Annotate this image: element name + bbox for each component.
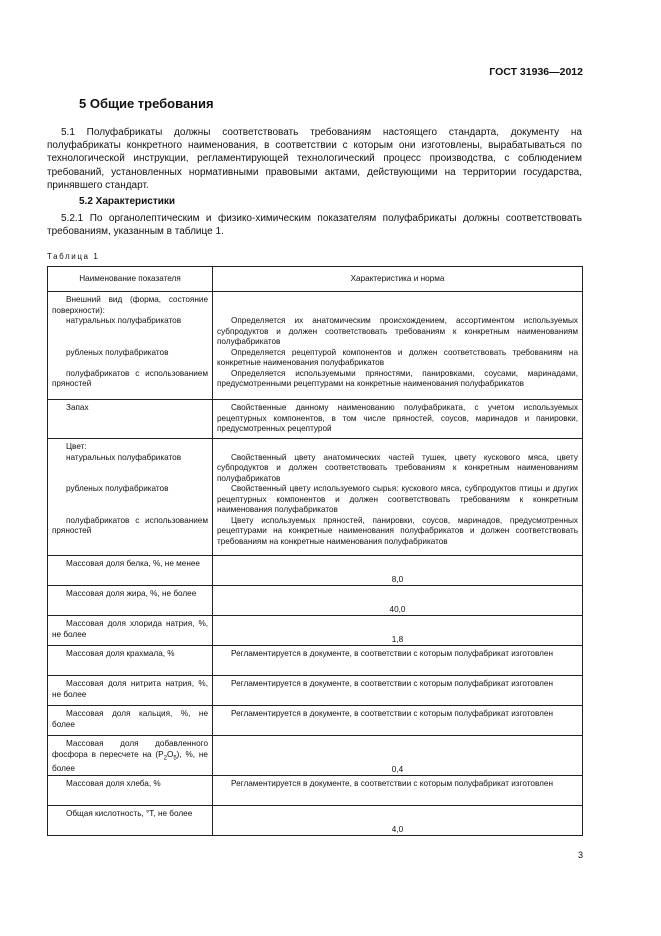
protein-value: 8,0 <box>391 574 404 584</box>
appearance-spices: полуфабрикатов с использованием пряностей <box>52 368 208 388</box>
column-header-indicator: Наименование показателя <box>48 267 213 292</box>
salt-value: 1,8 <box>391 634 404 644</box>
table-caption: Таблица 1 <box>47 252 100 261</box>
paragraph-5-1: 5.1 Полуфабрикаты должны соответствовать требованиям настоящего стандарта, документу на полуфабрикаты конкретного наименования, в соответствии с которым они изготовлены, вырабатываться по технологической инструкции, регламентирующей технологический процесс производства, с соблюдением требований, установленных нормативными правовыми актами, действующими на территории государства, принявшего стандарт. <box>47 127 582 191</box>
starch-label: Массовая доля крахмала, % <box>66 649 175 658</box>
acidity-value: 4,0 <box>391 824 404 834</box>
color-minced: рубленых полуфабрикатов <box>66 484 169 493</box>
color-spices: полуфабрикатов с использованием пряностей <box>52 515 208 535</box>
table-row-smell <box>48 400 583 439</box>
page-number: 3 <box>577 850 583 860</box>
salt-label: Массовая доля хлорида натрия, %, не более <box>52 619 208 639</box>
color-natural: натуральных полуфабрикатов <box>66 452 182 462</box>
table-row-salt <box>48 616 583 646</box>
paragraph-5-2-1: 5.2.1 По органолептическим и физико-химическим показателям полуфабрикаты должны соответствовать требованиям, указанным в таблице 1. <box>47 213 582 238</box>
fat-value: 40,0 <box>389 604 406 614</box>
appearance-label: Внешний вид (форма, состояние поверхности): <box>52 295 208 315</box>
table-row-appearance <box>48 292 583 400</box>
smell-value: Свойственные данному наименованию полуфабриката, с учетом используемых рецептурных компонентов, в том числе пряностей, соусов, маринадов и панировки, предусмотренных рецептурой <box>217 403 578 433</box>
requirements-table <box>47 266 583 836</box>
table-row-bread <box>48 776 583 806</box>
appearance-minced-value: Определяется рецептурой компонентов и должен соответствовать требованиям на конкретные наименования полуфабрикатов <box>217 347 578 367</box>
phosphorus-label: Массовая доля добавленного фосфора в пересчете на $(P_2O_5)$, %, не более <box>52 739 208 773</box>
color-label: Цвет: <box>66 442 87 451</box>
column-header-norm: Характеристика и норма <box>213 267 583 292</box>
subsection-title: 5.2 Характеристики <box>79 196 176 207</box>
color-minced-value: Свойственный цвету используемого сырья: кускового мяса, субпродуктов птицы и других рецептурных компонентов и должен соответствовать требованиям к конкретным наименования полуфабрикатов <box>217 484 578 514</box>
nitrite-label: Массовая доля нитрита натрия, %, не более <box>52 679 208 699</box>
table-row-calcium <box>48 706 583 736</box>
bread-label: Массовая доля хлеба, % <box>66 779 161 788</box>
table-row-fat <box>48 586 583 616</box>
smell-label: Запах <box>66 403 89 412</box>
appearance-spices-value: Определяется используемыми пряностями, панировками, соусами, маринадами, предусмотренными рецептурами на конкретные наименования полуфабрикатов <box>217 368 578 388</box>
section-title: 5 Общие требования <box>79 96 214 111</box>
standard-number: ГОСТ 31936—2012 <box>489 66 583 78</box>
acidity-label: Общая кислотность, °Т, не более <box>66 809 193 818</box>
nitrite-value: Регламентируется в документе, в соответствии с которым полуфабрикат изготовлен <box>231 679 553 688</box>
table-row-color <box>48 439 583 556</box>
calcium-value: Регламентируется в документе, в соответствии с которым полуфабрикат изготовлен <box>231 709 553 718</box>
calcium-label: Массовая доля кальция, %, не более <box>52 709 208 729</box>
appearance-minced: рубленых полуфабрикатов <box>66 347 169 357</box>
bread-value: Регламентируется в документе, в соответствии с которым полуфабрикат изготовлен <box>231 779 553 788</box>
phosphorus-value: 0,4 <box>391 764 404 774</box>
table-row-protein <box>48 556 583 586</box>
table-row-acidity <box>48 806 583 836</box>
protein-label: Массовая доля белка, %, не менее <box>66 559 200 568</box>
table-row-starch <box>48 646 583 676</box>
table-row-nitrite <box>48 676 583 706</box>
color-spices-value: Цвету используемых пряностей, панировки, соусов, маринадов, предусмотренных рецептурами на конкретные наименования полуфабрикатов и должен соответствовать требованиям на конкретные наименования полуфабрикатов <box>217 515 578 546</box>
starch-value: Регламентируется в документе, в соответствии с которым полуфабрикат изготовлен <box>231 649 553 658</box>
fat-label: Массовая доля жира, %, не более <box>66 589 197 598</box>
table-header-row <box>48 267 583 292</box>
table-row-phosphorus <box>48 736 583 776</box>
appearance-natural-value: Определяется их анатомическим происхождением, ассортиментом используемых субпродуктов и должен соответствовать требованиям к конкретным наименованиям полуфабрикатов <box>217 316 578 346</box>
appearance-natural: натуральных полуфабрикатов <box>66 316 182 325</box>
color-natural-value: Свойственный цвету анатомических частей тушек, цвету кускового мяса, цвету субпродуктов и должен соответствовать требованиям к конкретным наименованиям полуфабрикатов <box>217 452 578 483</box>
